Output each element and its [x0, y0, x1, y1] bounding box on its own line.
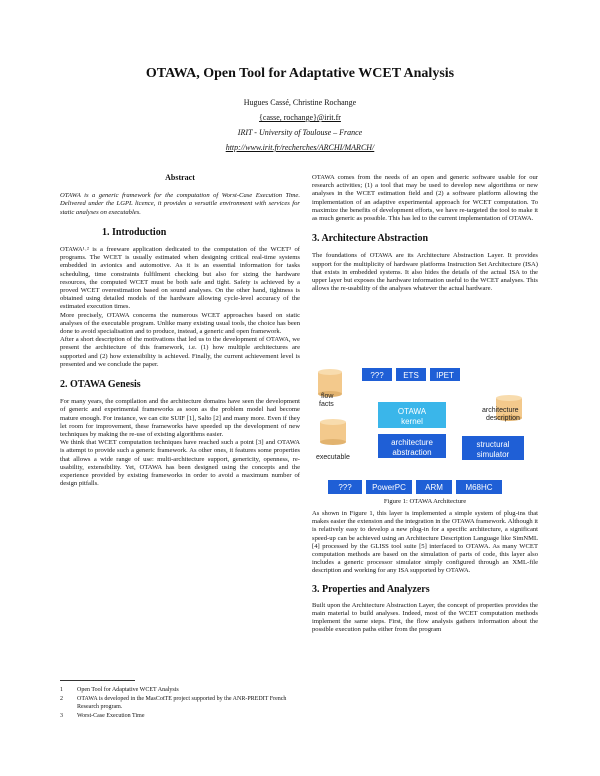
intro-p3: After a short description of the motivations that led us to the development of OTAWA, we present the architecture of this framework, i.e. (1) how multiple architectures are supported and (2) how extensibility is achieved. Finally, the current achievement level is presented and we conclude the paper. — [60, 336, 300, 368]
project-url[interactable] — [0, 143, 600, 152]
footnote — [60, 695, 300, 712]
simulator-label-2: simulator — [476, 450, 510, 459]
footnote-text: Open Tool for Adaptative WCET Analysis — [77, 687, 179, 693]
footnotes — [60, 686, 300, 720]
figure-caption: Figure 1: OTAWA Architecture — [383, 498, 467, 505]
affiliation: IRIT - University of Toulouse – France — [237, 128, 363, 137]
bottom-box-powerpc-label: PowerPC — [372, 483, 406, 492]
left-column — [60, 174, 300, 489]
right-column-bottom — [312, 510, 538, 635]
email-link[interactable]: {casse, rochange}@irit.fr — [259, 113, 341, 122]
simulator-label-1: structural — [476, 440, 510, 449]
footnote — [60, 712, 300, 721]
bottom-box-m68hc-label: M68HC — [465, 483, 493, 492]
arch-p1: The foundations of OTAWA are its Architecture Abstraction Layer. It provides support for the multiplicity of hardware platforms Instruction Set Architecture (ISA) that exists in embedded systems. It also hides the details of the actual ISA to the upper layer but exposes the hardware information useful to the WCET analyses. This allows the re-usability of the analyses whatever the actual hardware. — [312, 252, 538, 293]
props-heading: 3. Properties and Analyzers — [312, 583, 430, 595]
footnote-number: 1 — [60, 687, 63, 693]
paper-title: OTAWA, Open Tool for Adaptative WCET Analysis — [145, 66, 455, 81]
arch-desc-label-1: architecture — [482, 407, 519, 414]
intro-p1: OTAWA¹˒² is a freeware application dedicated to the computation of the WCET³ of programs. The WCET is usually estimated when designing critical real-time systems embedded in avionics and automotive. As it is an essential information for tasks scheduling, time constraints fulfilment checking but also for sizing the hardware resources, the computed WCET must be both safe and tight. Safety is achieved by a proved WCET overestimation based on sound analyses. On the other hand, tightness is obtained using detailed models of the hardware allowing cycle-level accuracy of the estimated execution times. — [60, 246, 300, 311]
top-box-ets-label: ETS — [403, 371, 419, 380]
top-box-unknown-label: ??? — [370, 371, 384, 380]
footnote-divider — [60, 680, 135, 681]
flow-facts-label-1: flow — [321, 393, 334, 400]
top-box-ipet-label: IPET — [436, 371, 454, 380]
right-column-top — [312, 174, 538, 293]
executable-label: executable — [316, 454, 350, 461]
footnote-number: 2 — [60, 695, 63, 702]
genesis-p1: For many years, the compilation and the architecture domains have seen the development of generic and experimental frameworks as soon as the problem model had become mature enough. For instance, we can cite SUIF [1], Salto [2] and many more. Even if they let room for improvement, these frameworks have speeded up the development of new techniques by making the re-use of existing algorithms easier. — [60, 398, 300, 439]
arch-desc-label-2: description — [486, 415, 520, 422]
genesis-heading: 2. OTAWA Genesis — [60, 379, 141, 391]
bottom-box-arm-label: ARM — [425, 483, 443, 492]
intro-p2: More precisely, OTAWA concerns the numerous WCET approaches based on static analyses of the executable program. Unlike many existing usual tools, the choice has been done to avoid specialisation and to produce, instead, a generic and open framework. — [60, 311, 300, 336]
url-link[interactable]: http://www.irit.fr/recherches/ARCHI/MARCH/ — [225, 143, 375, 152]
author-email[interactable] — [0, 113, 600, 122]
genesis-p2: We think that WCET computation techniques have reached such a point [3] and OTAWA is attempt to provide such a generic framework. As other ones, it features some properties that allows a wide range of use: multi-architecture support, genericity, openness, re-usability, extensibility. Yet, OTAWA has been designed using the concepts and the experience provided by existing frameworks in order to avoid a maximum number of design pitfalls. — [60, 439, 300, 488]
flow-facts-label-2: facts — [319, 401, 334, 408]
motivation-text: OTAWA comes from the needs of an open and generic software usable for our research activities; (1) a tool that may be used to develop new algorithms or new analyses in the WCET estimation field and (2) a software platform allowing the implementation of an adaptive experimental approach for WCET computation. To maximize the benefits of development efforts, we have re-targeted the tool to make it as much generic as possible. This has led to the current implementation of OTAWA. — [312, 174, 538, 223]
arch-heading: 3. Architecture Abstraction — [312, 233, 429, 245]
props-p1: Built upon the Architecture Abstraction Layer, the concept of properties provides the main material to build analyses. Indeed, most of the WCET computation methods implement the same steps. First, the flow analysis gathers information about the possible execution paths either from the program — [312, 601, 538, 634]
footnote — [60, 686, 300, 695]
footnote-number: 3 — [60, 712, 63, 719]
kernel-label-1: OTAWA — [397, 407, 427, 416]
abstract-heading: Abstract — [165, 173, 195, 182]
footnote-text: Worst-Case Execution Time — [77, 712, 145, 719]
intro-heading: 1. Introduction — [102, 226, 167, 238]
footnote-text: OTAWA is developed in the MasCotTE project supported by the ANR-PREDIT French Research program. — [77, 695, 287, 711]
abstraction-label-1: architecture — [391, 438, 433, 447]
authors: Hugues Cassé, Christine Rochange — [243, 98, 357, 107]
kernel-label-2: kernel — [401, 417, 423, 426]
abstraction-label-2: abstraction — [392, 448, 432, 457]
bottom-box-unknown-label: ??? — [338, 483, 352, 492]
architecture-diagram — [312, 362, 538, 498]
executable-cylinder — [320, 419, 346, 445]
abstract-text: OTAWA is a generic framework for the computation of Worst-Case Execution Time. Delivered under the LGPL licence, it provides a versatile environment with services for static analyses on executables. — [60, 192, 300, 216]
arch-p2: As shown in Figure 1, this layer is implemented a simple system of plug-ins that makes easier the extension and the integration in the OTAWA framework. Although it is relatively easy to develop a new plug-in for a specific architecture, a significant speed-up can be achieved using an Architecture Description Language like SimNML [4] processed by the GLISS tool suite [5] interfaced to OTAWA. As many WCET computation methods are based on the simulation of parts of code, this layer also includes a generic processor simulator simply configured through an XML-file description and working for any ISA supported by OTAWA. — [312, 510, 538, 575]
